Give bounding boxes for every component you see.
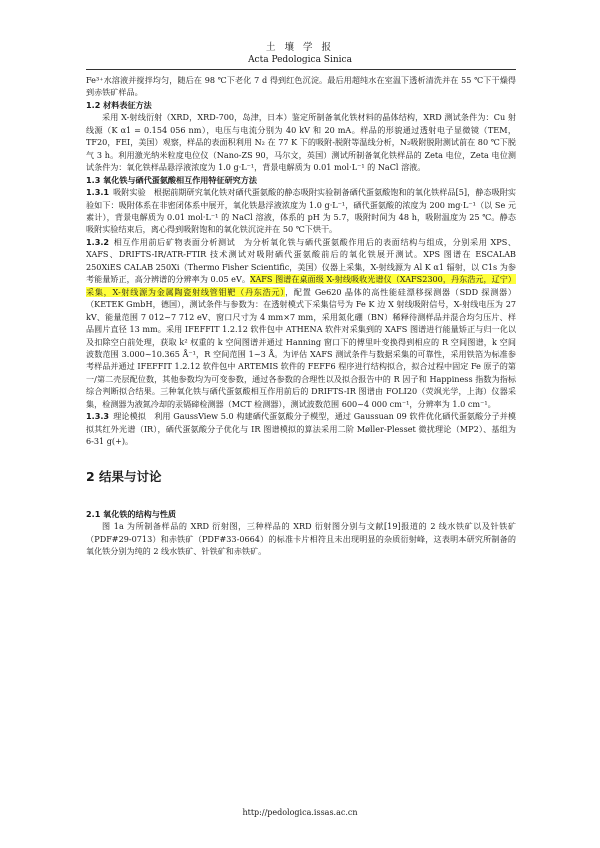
journal-title-cn: 土 壤 学 报: [265, 42, 335, 53]
section-1-3-2-part1: 为分析氧化铁与硒代蛋氨酸作用后的表面结构与组成，分别采用 XPS、XAFS、DRIFTS-IR/ATR-FTIR 技术测试对吸附硒代蛋氨酸前后的氧化铁展开测试。XPS 图谱在 ESCALAB 250XiES CALAB 250Xi（Thermo Fisher Scientific，美国）仪器上采集，X-射线源为 Al K α1 辐射，以 C1s 为参考能量矫正，高分辨谱的分辨率为 0.05 eV。: [86, 236, 516, 285]
section-1-3-3-label: 1.3.3: [86, 411, 110, 422]
section-2-1-body: 图 1a 为所制备样品的 XRD 衍射图，三种样品的 XRD 衍射图分别与文献[19]报道的 2 线水铁矿以及针铁矿（PDF#29-0713）和赤铁矿（PDF#33-0664）的标准卡片相符且未出现明显的杂质衍射峰，这表明本研究所制备的氧化铁分别为纯的 2 线水铁矿、针铁矿和赤铁矿。: [86, 521, 516, 556]
section-2-heading: 2 结果与讨论: [86, 468, 162, 484]
section-2-1-heading: 2.1 氧化铁的结构与性质: [86, 508, 177, 519]
section-1-3-3-title: 理论模拟: [113, 411, 146, 422]
running-header: [0, 42, 600, 66]
section-1-3-2-title: 相互作用前后矿物表面分析测试: [113, 236, 236, 247]
section-1-3-3-body: 利用 GaussView 5.0 构建硒代蛋氨酸分子模型，通过 Gaussuan 09 软件优化硒代蛋氨酸分子并模拟其红外光谱（IR），硒代蛋氨酸分子优化与 IR 图谱模拟的算法采用二阶 Møller-Plesset 微扰理论（MP2）、基组为 6-31 g(+)。: [86, 411, 516, 447]
section-1-3-2: [86, 236, 516, 410]
section-1-3-1-title: 吸附实验: [113, 187, 146, 198]
section-1-3-2-part2: ，配置 Ge620 晶体的高性能硅漂移探测器（SDD 探测器）（KETEK GmbH，德国），测试条件与参数为：在透射模式下采集信号为 Fe K 边 X 射线吸附信号，X-射线电压为 27 kV、能量范围 7 012~7 712 eV、窗口尺寸为 4 mm×7 mm，采用氮化硼（BN）稀释待测样品并混合均匀压片、样品圆片直径 13 mm。采用 IFEFFIT 1.2.12 软件包中 ATHENA 软件对采集到的 XAFS 图谱进行能量矫正与归一化以及扣除空白前处理，获取 k² 权重的 k 空间图谱并通过 Hanning 窗口下的傅里叶变换得到相应的 R 空间图谱，k 空间波数范围 3.000~10.365 Å⁻¹，R 空间范围 1~3 Å。为评估 XAFS 测试条件与数据采集的可靠性，采用铁箔为标准参考样品并通过 IFEFFIT 1.2.12 软件包中 ARTEMIS 软件的 FEFF6 程序进行结构拟合，拟合过程中固定 Fe 原子的第一/第二壳层配位数，其他参数均为可变参数，通过各参数的合理性以及拟合报告中的 R 因子和 Happiness 指数为指标综合判断拟合结果。三种氧化铁与硒代蛋氨酸相互作用前后的 DRIFTS-IR 图谱由 FOLI20（荧飒光学，上海）仪器采集，检测器为液氮冷却的汞镉碲检测器（MCT 检测器），测试波数范围 600~4 000 cm⁻¹，分辨率为 1.0 cm⁻¹。: [86, 286, 516, 409]
section-1-3-1-body: 根据前期研究氧化铁对硒代蛋氨酸的静态吸附实验制备硒代蛋氨酸饱和的氧化铁样品[5]，静态吸附实验如下：吸附体系在非密闭体系中展开，氧化铁悬浮液浓度为 1.0 g·L⁻¹，硒代蛋氨酸的浓度为 200 mg·L⁻¹（以 Se 元素计），背景电解质为 0.01 mol·L⁻¹ 的 NaCl 溶液，体系的 pH 为 5.7，吸附时间为 48 h，吸附温度为 25 ℃。静态吸附实验结束后，离心得到吸附饱和的氧化铁沉淀并在 50 ℃下烘干。: [86, 187, 516, 235]
section-1-2-body: 采用 X-射线衍射（XRD，XRD-700，岛津，日本）鉴定所制备氧化铁材料的晶体结构，XRD 测试条件为：Cu 射线源（K α1 = 0.154 056 nm），电压与电流分别为 40 kV 和 20 mA。样品的形貌通过透射电子显微镜（TEM，TF20，FEI，美国）观察，样品的表面积利用 N₂ 在 77 K 下的吸附-脱附等温线分析，N₂吸附脱附测试前在 80 ℃下脱气 3 h。利用激光纳米粒度电位仪（Nano-ZS 90，马尔文，英国）测试所制备氧化铁样品的 Zeta 电位，Zeta 电位测试条件为：氧化铁样品悬浮液浓度为 1.0 g·L⁻¹，背景电解质为 0.01 mol·L⁻¹ 的 NaCl 溶液。: [86, 112, 516, 173]
journal-title-en: Acta Pedologica Sinica: [248, 55, 352, 65]
section-1-3-1-label: 1.3.1: [86, 187, 110, 198]
section-1-3-heading: 1.3 氧化铁与硒代蛋氨酸相互作用特征研究方法: [86, 174, 257, 185]
header-rule: [86, 69, 516, 70]
highlighted-text: XAFS 图谱在桌面级 X-射线吸收光谱仪（XAFS2300，丹东浩元，辽宁）采集，X-射线源为金属陶瓷射线管钼靶（丹东浩元）: [86, 274, 516, 297]
section-1-2-heading: 1.2 材料表征方法: [86, 99, 152, 110]
section-1-3-3: [86, 410, 516, 447]
section-1-3-2-label: 1.3.2: [86, 236, 110, 247]
intro-paragraph: Fe³⁺水溶液并搅拌均匀，随后在 98 ℃下老化 7 d 得到红色沉淀。最后用超纯水在室温下透析清洗并在 55 ℃下干燥得到赤铁矿样品。: [86, 75, 516, 98]
footer-url: http://pedologica.issas.ac.cn: [242, 808, 358, 817]
section-1-3-1: [86, 186, 516, 236]
page-body: [86, 74, 516, 557]
